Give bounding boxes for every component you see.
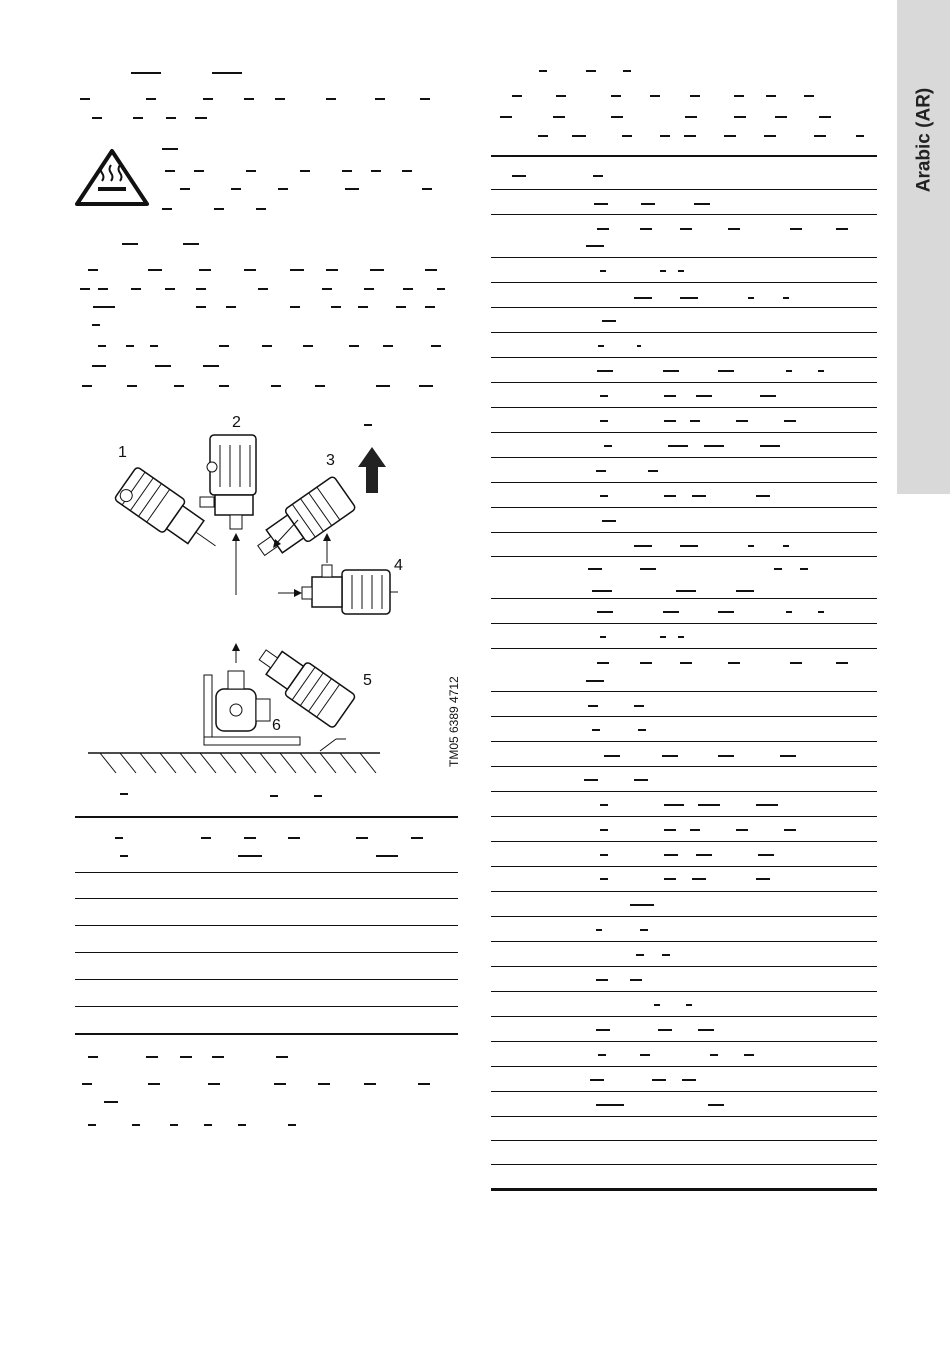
table-row bbox=[491, 842, 877, 867]
table-row bbox=[491, 867, 877, 892]
heading-text bbox=[131, 72, 161, 74]
table-row bbox=[491, 992, 877, 1017]
table-row bbox=[491, 1165, 877, 1189]
heading-text bbox=[623, 70, 631, 72]
language-side-tab-label-wrap bbox=[898, 0, 950, 280]
table-row bbox=[491, 508, 877, 533]
table-row bbox=[491, 792, 877, 817]
heading-text bbox=[586, 70, 596, 72]
position-label: 2 bbox=[232, 414, 241, 431]
table-row bbox=[75, 979, 458, 1007]
position-label: 3 bbox=[326, 452, 335, 469]
table-row bbox=[491, 283, 877, 308]
table-header-row bbox=[491, 158, 877, 190]
position-label: 1 bbox=[118, 444, 127, 461]
table-row bbox=[491, 942, 877, 967]
table-row bbox=[491, 742, 877, 767]
table-row bbox=[491, 917, 877, 942]
table-row bbox=[491, 1092, 877, 1117]
table-row bbox=[491, 767, 877, 792]
subheading-text bbox=[122, 243, 138, 245]
heading-text bbox=[212, 72, 242, 74]
table-row bbox=[491, 483, 877, 508]
table-row bbox=[491, 408, 877, 433]
table-row bbox=[491, 717, 877, 742]
table-row bbox=[491, 892, 877, 917]
position-label: 5 bbox=[363, 672, 372, 689]
table-row bbox=[491, 215, 877, 258]
figure-caption bbox=[270, 795, 278, 797]
pump-positions-figure bbox=[80, 405, 470, 780]
table-row bbox=[491, 258, 877, 283]
table-row bbox=[491, 1017, 877, 1042]
hot-surface-warning-icon bbox=[74, 147, 150, 207]
position-label: 6 bbox=[272, 717, 281, 734]
table-row bbox=[491, 1042, 877, 1067]
table-row bbox=[491, 624, 877, 649]
table-row bbox=[75, 898, 458, 926]
table-row bbox=[491, 649, 877, 692]
table-row bbox=[75, 845, 458, 873]
image-code: TM05 6389 4712 bbox=[447, 676, 461, 767]
pump-drawing bbox=[278, 533, 398, 614]
language-label: Arabic (AR) bbox=[913, 87, 935, 193]
table-row bbox=[491, 333, 877, 358]
table-row bbox=[491, 383, 877, 408]
table-row bbox=[75, 872, 458, 899]
table-row bbox=[491, 1141, 877, 1165]
figure-caption bbox=[314, 795, 322, 797]
subheading-text bbox=[183, 243, 199, 245]
table-row bbox=[491, 190, 877, 215]
table-row bbox=[491, 557, 877, 599]
pump-drawing bbox=[250, 476, 356, 567]
position-label: 4 bbox=[394, 557, 403, 574]
table-row bbox=[491, 817, 877, 842]
heading-text bbox=[539, 70, 547, 72]
table-row bbox=[75, 952, 458, 980]
table-row bbox=[75, 925, 458, 953]
table-row bbox=[491, 458, 877, 483]
table-row bbox=[491, 692, 877, 717]
pump-drawing bbox=[200, 435, 256, 583]
table-row bbox=[491, 1117, 877, 1141]
figure-caption bbox=[120, 793, 128, 795]
thick-up-arrow-icon bbox=[358, 424, 386, 493]
table-row bbox=[491, 967, 877, 992]
table-row bbox=[491, 308, 877, 333]
